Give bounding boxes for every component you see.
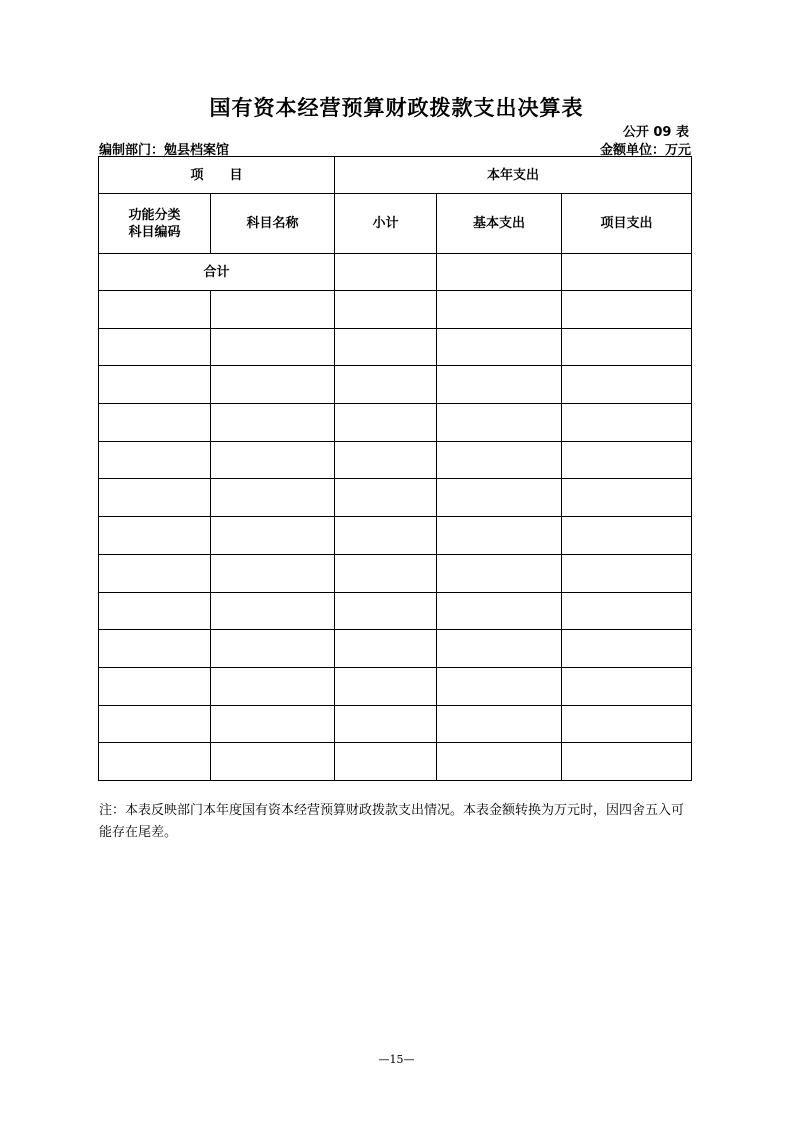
table-row — [99, 441, 692, 479]
footnote: 注：本表反映部门本年度国有资本经营预算财政拨款支出情况。本表金额转换为万元时，因四舍五入可能存在尾差。 — [99, 803, 685, 840]
table-row — [99, 630, 692, 668]
table-row — [99, 479, 692, 517]
header-row-1 — [99, 157, 692, 194]
header-expense-cell: 本年支出 — [335, 157, 692, 194]
table-cell — [437, 366, 562, 404]
table-cell — [437, 479, 562, 517]
total-basic-cell — [437, 254, 562, 291]
table-cell — [335, 291, 437, 329]
header-code-cell — [99, 194, 211, 254]
table-cell — [211, 441, 335, 479]
table-cell — [211, 554, 335, 592]
table-row — [99, 554, 692, 592]
table-cell — [335, 366, 437, 404]
table-cell — [335, 404, 437, 442]
table-cell — [211, 667, 335, 705]
table-cell — [99, 592, 211, 630]
amount-unit-label: 金额单位：万元 — [599, 143, 691, 158]
table-cell — [211, 291, 335, 329]
table-cell — [99, 554, 211, 592]
table-cell — [437, 743, 562, 781]
table-cell — [99, 291, 211, 329]
table-row — [99, 705, 692, 743]
table-cell — [335, 667, 437, 705]
table-cell — [562, 667, 692, 705]
table-row — [99, 404, 692, 442]
table-cell — [99, 366, 211, 404]
table-cell — [211, 743, 335, 781]
table-cell — [562, 592, 692, 630]
header-code-line1: 功能分类 — [128, 207, 181, 223]
department-label: 编制部门：勉县档案馆 — [99, 143, 230, 158]
table-cell — [562, 554, 692, 592]
table-cell — [562, 441, 692, 479]
table-cell — [437, 441, 562, 479]
header-subtotal-cell: 小计 — [335, 194, 437, 254]
table-cell — [211, 705, 335, 743]
table-cell — [99, 667, 211, 705]
table-row — [99, 592, 692, 630]
header-name-cell: 科目名称 — [211, 194, 335, 254]
table-cell — [335, 479, 437, 517]
table-cell — [99, 705, 211, 743]
table-cell — [99, 479, 211, 517]
table-cell — [335, 592, 437, 630]
table-cell — [437, 328, 562, 366]
table-cell — [437, 705, 562, 743]
table-cell — [211, 630, 335, 668]
table-cell — [437, 291, 562, 329]
table-cell — [335, 743, 437, 781]
table-cell — [99, 630, 211, 668]
table-cell — [437, 592, 562, 630]
table-cell — [211, 366, 335, 404]
page-number: —15— — [378, 1053, 415, 1066]
table-cell — [437, 517, 562, 555]
header-row-2 — [99, 194, 692, 254]
document-title: 国有资本经营预算财政拨款支出决算表 — [209, 96, 584, 120]
table-cell — [562, 479, 692, 517]
header-basic-cell: 基本支出 — [437, 194, 562, 254]
table-cell — [99, 404, 211, 442]
table-cell — [437, 667, 562, 705]
table-row — [99, 366, 692, 404]
table-cell — [335, 630, 437, 668]
table-cell — [562, 630, 692, 668]
total-label-cell: 合计 — [99, 254, 335, 291]
total-row — [99, 254, 692, 291]
table-cell — [562, 291, 692, 329]
table-cell — [437, 554, 562, 592]
table-cell — [211, 479, 335, 517]
table-cell — [335, 328, 437, 366]
table-cell — [562, 705, 692, 743]
table-cell — [562, 517, 692, 555]
table-cell — [211, 328, 335, 366]
expenditure-table — [98, 156, 692, 781]
table-cell — [211, 517, 335, 555]
table-cell — [99, 328, 211, 366]
table-cell — [562, 328, 692, 366]
table-cell — [211, 404, 335, 442]
table-cell — [335, 554, 437, 592]
table-cell — [335, 441, 437, 479]
form-number: 公开 09 表 — [622, 125, 689, 140]
header-code-line2: 科目编码 — [128, 224, 181, 240]
table-cell — [562, 366, 692, 404]
table-cell — [99, 517, 211, 555]
header-item-cell: 项 目 — [99, 157, 335, 194]
table-cell — [437, 404, 562, 442]
table-cell — [562, 404, 692, 442]
table-cell — [335, 517, 437, 555]
table-row — [99, 291, 692, 329]
table-cell — [211, 592, 335, 630]
total-project-cell — [562, 254, 692, 291]
table-cell — [562, 743, 692, 781]
table-cell — [99, 743, 211, 781]
table-row — [99, 743, 692, 781]
table-row — [99, 517, 692, 555]
table-cell — [99, 441, 211, 479]
table-cell — [335, 705, 437, 743]
total-subtotal-cell — [335, 254, 437, 291]
table-row — [99, 328, 692, 366]
table-row — [99, 667, 692, 705]
table-cell — [437, 630, 562, 668]
header-project-cell: 项目支出 — [562, 194, 692, 254]
